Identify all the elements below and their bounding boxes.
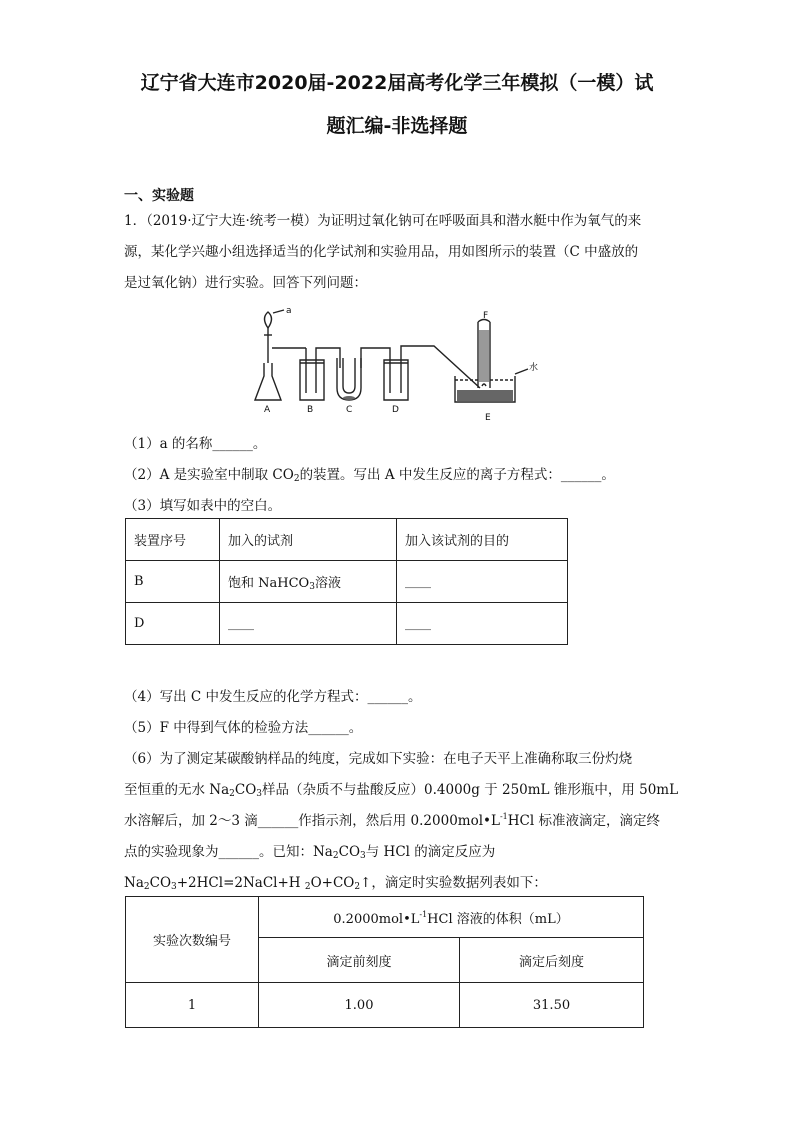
table-row [126, 983, 644, 1028]
page-title-line2: 题汇编-非选择题 [326, 115, 468, 137]
table-header-cell: 加入该试剂的目的 [397, 519, 568, 561]
q3-text: （3）填写如表中的空白。 [124, 498, 282, 514]
table-cell: 1 [126, 983, 259, 1028]
label-D: D [392, 405, 399, 415]
titration-table [125, 896, 644, 1028]
table-header-row [126, 519, 568, 561]
bottle-b [300, 360, 324, 400]
q6-line1: （6）为了测定某碳酸钠样品的纯度，完成如下实验：在电子天平上准确称取三份灼烧 [124, 751, 633, 767]
label-C: C [346, 405, 353, 415]
table-header-row [126, 897, 644, 938]
table-cell: B [126, 561, 220, 603]
reagent-table [125, 518, 568, 645]
apparatus-diagram [250, 308, 550, 426]
label-water: 水 [529, 363, 539, 373]
page-title-line1: 辽宁省大连市2020届-2022届高考化学三年模拟（一模）试 [140, 72, 654, 94]
separatory-funnel-a [265, 312, 272, 328]
table-header-cell: 装置序号 [126, 519, 220, 561]
label-E: E [485, 413, 491, 423]
q1-text: （1）a 的名称______。 [124, 436, 267, 452]
section-heading: 一、实验题 [124, 188, 194, 204]
table-header-cell: 滴定前刻度 [259, 938, 460, 983]
q6-line4: 点的实验现象为______。已知：$Na_2CO_3$与 HCl 的滴定反应为 [124, 844, 496, 861]
flask-a [255, 363, 281, 400]
question-stem [124, 206, 672, 299]
table-row [126, 561, 568, 603]
table-cell: 31.50 [460, 983, 644, 1028]
question-line: 是过氧化钠）进行实验。回答下列问题： [124, 275, 367, 291]
bottle-d [384, 360, 408, 400]
table-cell: ____ [220, 603, 397, 645]
table-cell: ____ [397, 603, 568, 645]
q6-equation: $Na_2CO_3+2HCl=2NaCl+H$ $_2O+CO_2↑$，滴定时实验数据列表如下： [124, 875, 547, 892]
label-F: F [483, 311, 489, 321]
table-cell: ____ [397, 561, 568, 603]
table-cell: D [126, 603, 220, 645]
table-header-cell: 滴定后刻度 [460, 938, 644, 983]
q5-text: （5）F 中得到气体的检验方法______。 [124, 720, 363, 736]
label-B: B [307, 405, 314, 415]
table-header-cell: $0.2000mol•L^{-1}HCl$ 溶液的体积（mL） [259, 897, 644, 938]
question-line: 1．（2019·辽宁大连·统考一模）为证明过氧化钠可在呼吸面具和潜水艇中作为氧气的来 [124, 213, 642, 229]
q4-text: （4）写出 C 中发生反应的化学方程式：______。 [124, 689, 422, 705]
label-A: A [264, 405, 271, 415]
table-cell: 1.00 [259, 983, 460, 1028]
table-row [126, 603, 568, 645]
table-cell: 饱和 NaHCO$_3$溶液 [220, 561, 397, 603]
table-header-cell: 加入的试剂 [220, 519, 397, 561]
q2-text: （2）A 是实验室中制取 $CO_2$的装置。写出 A 中发生反应的离子方程式：______。 [124, 467, 615, 484]
q6-line2: 至恒重的无水 $Na_2CO_3$样品（杂质不与盐酸反应）0.4000g 于 250mL 锥形瓶中，用 50mL [124, 782, 679, 799]
table-header-cell: 实验次数编号 [126, 897, 259, 983]
q6-line3: 水溶解后，加 2～3 滴______作指示剂，然后用 $0.2000mol•L^{-1}HCl$ 标准液滴定，滴定终 [124, 812, 660, 829]
label-a-funnel: a [286, 308, 292, 316]
question-line: 源，某化学兴趣小组选择适当的化学试剂和实验用品，用如图所示的装置（C 中盛放的 [124, 244, 639, 260]
